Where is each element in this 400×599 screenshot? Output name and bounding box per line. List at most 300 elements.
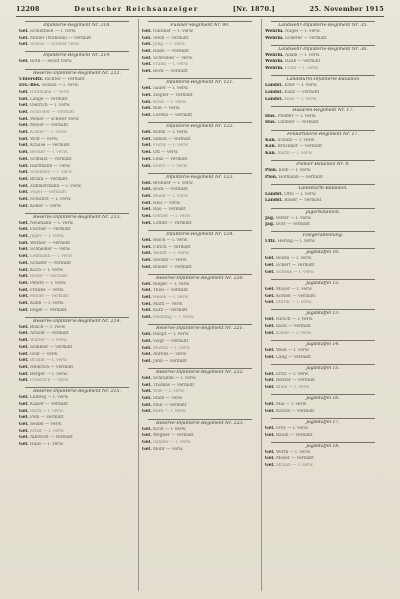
entry-text: Fuchs — l. verw. (152, 143, 189, 149)
section-heading: Pionier-Bataillon Nr. 9. (296, 161, 350, 167)
casualty-entry (142, 49, 258, 55)
casualty-entry (142, 187, 258, 193)
entry-text: Richter — vermißt (44, 76, 85, 82)
casualty-section (265, 394, 381, 415)
section-divider (271, 208, 375, 209)
casualty-entry (19, 36, 135, 42)
casualty-entry (19, 274, 135, 280)
casualty-entry (19, 90, 135, 96)
entry-rank: Gef. (265, 449, 275, 455)
entry-text: Wendt — l. verw. (152, 251, 190, 257)
entry-rank: Gef. (265, 317, 275, 323)
entry-text: Otto — l. verw. (284, 191, 317, 197)
casualty-entry (19, 429, 135, 435)
section-heading: Reserve-Infanterie-Regiment Nr. 222. (156, 370, 244, 376)
entry-text: Ebert — l. verw. (152, 163, 188, 169)
entry-text: Jahn — vermißt (152, 358, 187, 364)
casualty-entry (265, 83, 381, 89)
section-heading: Jagdstaffel 17. (306, 419, 340, 425)
entry-rank: Wehrm. (265, 59, 284, 65)
entry-rank: Gef. (19, 35, 29, 41)
entry-text: Nagel — l. verw. (285, 29, 321, 34)
casualty-entry (142, 221, 258, 227)
section-heading: Jägerbataillon. (305, 209, 341, 215)
entry-text: Wirth — l. verw. (275, 449, 311, 455)
section-divider (148, 368, 252, 369)
casualty-entry (265, 138, 381, 144)
casualty-entry (142, 383, 258, 389)
casualty-entry (19, 308, 135, 314)
section-heading: Feldartillerie-Regiment Nr. 17. (287, 131, 359, 137)
entry-rank: Gef. (19, 183, 29, 189)
entry-text: Paul — vermißt (152, 402, 187, 408)
entry-rank: Gef. (19, 287, 29, 293)
entry-rank: Gef. (142, 308, 152, 314)
entry-rank: Gef. (142, 409, 152, 415)
entry-text: Jäger — l. verw. (29, 234, 65, 240)
entry-text: Moser — vermißt (275, 456, 314, 462)
entry-text: Schenk — l. verw. (275, 269, 315, 275)
page-number: 12208 (16, 5, 40, 13)
casualty-section (265, 75, 381, 102)
casualty-entry (265, 198, 381, 204)
casualty-entry (265, 59, 381, 65)
casualty-entry (19, 247, 135, 253)
entry-rank: Gef. (19, 364, 29, 370)
casualty-section (265, 340, 381, 361)
entry-text: Krause — vermißt (29, 143, 70, 149)
entry-text: Bader — vermißt (284, 198, 322, 204)
entry-rank: Gef. (19, 190, 29, 196)
entry-text: Kühn — l. verw. (29, 300, 65, 306)
casualty-entry (265, 372, 381, 378)
entry-rank: Gef. (142, 338, 152, 344)
entry-rank: Jäg. (265, 215, 275, 221)
entry-rank: Gef. (19, 442, 29, 448)
entry-rank: Gef. (19, 402, 29, 408)
newspaper-title: Deutscher Reichsanzeiger (74, 5, 199, 13)
entry-rank: Gef. (142, 264, 152, 270)
entry-text: Voigt — vermißt (152, 338, 189, 344)
entry-rank: Landst. (265, 83, 283, 89)
entry-rank: Gef. (19, 274, 29, 280)
entry-text: Eckert — vermißt (275, 263, 315, 269)
entry-text: Rosen — l. verw. (275, 256, 313, 262)
casualty-entry (142, 288, 258, 294)
casualty-entry (265, 378, 381, 384)
casualty-entry (142, 150, 258, 156)
entry-rank: Gef. (265, 300, 275, 306)
casualty-entry (265, 175, 381, 181)
section-divider (148, 419, 252, 420)
entry-text: Schramm — l. verw. (152, 376, 197, 382)
section-heading: Jagdstaffel 16. (306, 396, 340, 402)
casualty-entry (265, 66, 381, 72)
entry-text: Kraft — l. verw. (152, 99, 187, 105)
casualty-entry (142, 440, 258, 446)
entry-rank: Gef. (142, 62, 152, 68)
casualty-entry (19, 77, 135, 83)
entry-text: Neumann — l. verw. (29, 220, 74, 226)
entry-text: Adam — l. verw. (285, 52, 321, 58)
section-heading: Fliegerabteilung. (302, 233, 344, 239)
entry-rank: Gef. (142, 42, 152, 48)
casualty-section (265, 106, 381, 127)
entry-text: Sauer — l. verw. (152, 86, 189, 92)
entry-text: Kaiser — vermißt (29, 402, 69, 408)
section-divider (25, 317, 129, 318)
section-divider (271, 364, 375, 365)
entry-text: Köhler — l. verw. (29, 130, 68, 136)
entry-text: Schwarz — l. verw. (29, 196, 72, 202)
entry-rank: Gef. (19, 59, 29, 65)
casualty-entry (19, 365, 135, 371)
casualty-entry (265, 456, 381, 462)
casualty-entry (265, 120, 381, 126)
casualty-entry (19, 123, 135, 129)
section-heading: Reserve-Infanterie-Regiment Nr. 223. (156, 420, 244, 426)
entry-rank: Hus. (265, 113, 277, 119)
section-divider (271, 442, 375, 443)
casualty-entry (265, 90, 381, 96)
entry-text: Ernst — l. verw. (29, 428, 65, 434)
entry-rank: Gef. (19, 344, 29, 350)
section-divider (25, 387, 129, 388)
casualty-entry (265, 144, 381, 150)
casualty-entry (142, 238, 258, 244)
entry-text: Reuter — vermißt (275, 378, 315, 384)
casualty-entry (142, 201, 258, 207)
entry-rank: Gef. (142, 130, 152, 136)
casualty-entry (19, 338, 135, 344)
entry-text: Pohl — vermißt (29, 415, 64, 421)
entry-rank: Gef. (142, 99, 152, 105)
entry-rank: Gef. (19, 42, 29, 48)
casualty-entry (142, 427, 258, 433)
section-heading: Infanterie-Regiment Nr. 218. (43, 23, 111, 28)
entry-text: Funk — l. verw. (285, 66, 319, 72)
entry-rank: Gef. (265, 425, 275, 431)
entry-text: Decker — verw. (152, 257, 188, 263)
casualty-section (265, 45, 381, 72)
entry-rank: Gef. (265, 324, 275, 330)
entry-rank: Wehrm. (265, 66, 284, 72)
casualty-entry (265, 287, 381, 293)
entry-text: Fischer — vermißt (29, 227, 71, 233)
casualty-section (265, 248, 381, 275)
entry-text: Thiel — vermißt (152, 288, 189, 294)
entry-rank: Gef. (142, 376, 152, 382)
casualty-entry (142, 282, 258, 288)
casualty-entry (142, 194, 258, 200)
entry-text: Stein — vermißt (152, 35, 189, 41)
entry-rank: Gef. (19, 428, 29, 434)
entry-text: Henning — l. verw. (152, 315, 195, 321)
casualty-entry (142, 86, 258, 92)
entry-rank: Gef. (142, 35, 152, 41)
entry-rank: Gef. (142, 426, 152, 432)
entry-text: Bock — vermißt (152, 187, 188, 193)
casualty-entry (19, 184, 135, 190)
entry-rank: Gef. (19, 422, 29, 428)
casualty-entry (265, 331, 381, 337)
entry-text: Meyer — vermißt (29, 123, 69, 129)
casualty-entry (19, 197, 135, 203)
casualty-entry (265, 168, 381, 174)
section-divider (148, 274, 252, 275)
casualty-section (265, 442, 381, 469)
entry-text: Reich — l. verw. (152, 237, 189, 243)
entry-rank: Gef. (265, 408, 275, 414)
entry-text: Stahl — verw. (152, 396, 183, 402)
casualty-entry (142, 302, 258, 308)
entry-text: Ott — verw. (152, 150, 179, 156)
entry-rank: Gef. (142, 136, 152, 142)
entry-rank: Gef. (142, 433, 152, 439)
casualty-entry (19, 234, 135, 240)
casualty-section (142, 230, 258, 271)
section-heading: Husaren-Regiment Nr. 17. (292, 107, 354, 113)
casualty-entry (19, 358, 135, 364)
entry-text: Peters — l. verw. (29, 280, 67, 286)
entry-rank: Gef. (142, 112, 152, 118)
entry-text: Jung — l. verw. (152, 42, 186, 48)
section-heading: Reserve-Infanterie-Regiment Nr. 213. (33, 214, 121, 220)
entry-rank: Gef. (142, 29, 152, 34)
entry-rank: Gef. (142, 352, 152, 358)
entry-rank: Landst. (265, 96, 283, 102)
casualty-entry (265, 426, 381, 432)
entry-text: Weiß — l. verw. (275, 347, 310, 353)
section-divider (271, 340, 375, 341)
issue-date: 25. November 1915 (309, 5, 384, 13)
entry-text: Böhm — l. verw. (152, 130, 189, 136)
entry-rank: Gef. (19, 358, 29, 364)
casualty-entry (142, 315, 258, 321)
entry-text: Baum — vermißt (275, 432, 313, 438)
casualty-entry (19, 130, 135, 136)
entry-rank: Gef. (19, 395, 29, 401)
entry-text: Heil — verw. (152, 200, 181, 206)
casualty-entry (142, 265, 258, 271)
casualty-section (142, 122, 258, 170)
section-heading: Reserve-Infanterie-Regiment Nr. 221. (156, 326, 244, 332)
entry-text: Ziegler — vermißt (152, 92, 193, 98)
entry-text: Scherer — vermißt (285, 35, 327, 41)
entry-text: Rau — vermißt (152, 207, 186, 213)
section-divider (271, 21, 375, 22)
entry-text: Haas — l. verw. (29, 442, 64, 448)
entry-rank: Gef. (142, 55, 152, 61)
section-divider (271, 231, 375, 232)
entry-rank: Gef. (19, 203, 29, 209)
casualty-entry (142, 352, 258, 358)
casualty-entry (142, 295, 258, 301)
casualty-entry (142, 346, 258, 352)
entry-text: Schultheiß — l. verw. (29, 29, 77, 34)
entry-text: Sturm — l. verw. (275, 300, 313, 306)
casualty-entry (142, 396, 258, 402)
casualty-entry (19, 59, 135, 65)
entry-text: Lenz — vermißt (152, 156, 188, 162)
casualty-entry (142, 258, 258, 264)
entry-rank: Gef. (142, 396, 152, 402)
entry-rank: Gef. (142, 301, 152, 307)
casualty-entry (142, 130, 258, 136)
entry-rank: Gef. (19, 371, 29, 377)
entry-text: Koch — l. verw. (29, 267, 64, 273)
section-divider (25, 51, 129, 52)
entry-text: Bühler — vermißt (152, 264, 192, 270)
casualty-section (19, 213, 135, 314)
entry-text: Seidel — verw. (29, 422, 63, 428)
entry-rank: Pion. (265, 174, 278, 180)
entry-text: Schreiber — verw. (152, 55, 194, 61)
entry-rank: Gef. (19, 280, 29, 286)
entry-rank: Gef. (142, 86, 152, 92)
casualty-entry (19, 83, 135, 89)
entry-rank: Gef. (265, 402, 275, 408)
entry-text: Pfeiffer — l. verw. (277, 113, 317, 119)
casualty-entry (265, 270, 381, 276)
casualty-entry (19, 345, 135, 351)
entry-rank: Gef. (19, 170, 29, 176)
entry-rank: Gef. (19, 103, 29, 109)
casualty-entry (265, 151, 381, 157)
section-heading: Infanterie-Regiment Nr. 219. (43, 53, 111, 59)
entry-text: Winter — l. verw. (29, 338, 68, 344)
entry-text: Kurz — vermißt (152, 308, 188, 314)
casualty-entry (142, 447, 258, 453)
entry-text: Barth — l. verw. (277, 150, 313, 156)
casualty-entry (265, 324, 381, 330)
entry-rank: Gef. (19, 260, 29, 266)
entry-text: Engel — vermißt (29, 307, 67, 313)
section-divider (271, 130, 375, 131)
casualty-entry (142, 143, 258, 149)
casualty-entry (265, 239, 381, 245)
section-heading: Infanterie-Regiment Nr. 124. (166, 231, 234, 237)
entry-rank: Gef. (19, 150, 29, 156)
casualty-entry (19, 157, 135, 163)
section-divider (25, 213, 129, 214)
casualty-entry (142, 308, 258, 314)
entry-rank: Gef. (19, 435, 29, 441)
entry-text: Vogel — vermißt (29, 190, 67, 196)
casualty-entry (265, 222, 381, 228)
section-heading: Jagdstaffel 18. (306, 443, 340, 449)
casualty-entry (265, 450, 381, 456)
entry-rank: Gef. (19, 116, 29, 122)
entry-text: Eder — l. verw. (284, 83, 318, 89)
entry-text: Schmitz — vermißt (29, 156, 72, 162)
section-divider (25, 69, 129, 70)
casualty-section (142, 173, 258, 227)
casualty-section (142, 274, 258, 322)
casualty-section (19, 21, 135, 48)
entry-rank: Gef. (265, 293, 275, 299)
entry-text: Dörr — vermißt (275, 222, 310, 228)
entry-rank: Gef. (142, 187, 152, 193)
entry-rank: Gef. (142, 92, 152, 98)
entry-text: Schäfer — vermißt (29, 260, 71, 266)
entry-text: Berger — l. verw. (29, 371, 68, 377)
section-divider (148, 21, 252, 22)
entry-rank: Gef. (142, 207, 152, 213)
entry-text: Franke — verw. (29, 287, 65, 293)
entry-rank: Jäg. (265, 222, 275, 228)
casualty-entry (19, 117, 135, 123)
casualty-entry (19, 402, 135, 408)
entry-rank: Gef. (265, 432, 275, 438)
entry-rank: Gef. (19, 163, 29, 169)
section-heading: Infanterie-Regiment Nr. 122. (166, 124, 234, 130)
entry-text: Mohr — verw. (152, 446, 184, 452)
entry-rank: Gef. (19, 176, 29, 182)
casualty-entry (19, 372, 135, 378)
entry-text: Hoffmann — verw. (29, 89, 71, 95)
section-divider (148, 122, 252, 123)
entry-rank: Gef. (19, 331, 29, 337)
entry-rank: Landst. (265, 89, 283, 95)
section-divider (148, 78, 252, 79)
entry-text: Heinrich — vermißt (29, 364, 74, 370)
section-heading: Landwehr-Infanterie-Regiment Nr. 35. (278, 23, 368, 28)
entry-text: Müller (Wilhelm) — vermißt (29, 35, 92, 41)
entry-text: Wolf — verw. (29, 136, 59, 142)
entry-rank: Gef. (19, 156, 29, 162)
casualty-entry (19, 103, 135, 109)
casualty-section (265, 231, 381, 245)
casualty-entry (19, 164, 135, 170)
section-divider (271, 45, 375, 46)
entry-rank: Gef. (19, 227, 29, 233)
section-heading: Infanterie-Regiment Nr. 121. (166, 80, 234, 86)
entry-rank: Gef. (265, 286, 275, 292)
entry-text: Hesse — l. verw. (152, 295, 189, 301)
entry-text: Brenner — l. verw. (152, 180, 194, 186)
casualty-section (19, 51, 135, 65)
casualty-entry (142, 100, 258, 106)
entry-rank: Gef. (142, 156, 152, 162)
entry-text: Werner — vermißt (29, 240, 71, 246)
casualty-entry (142, 339, 258, 345)
entry-text: Fritz — l. verw. (275, 371, 310, 377)
casualty-entry (142, 181, 258, 187)
section-heading: Jagdstaffel 14. (306, 341, 340, 347)
section-divider (25, 21, 129, 22)
entry-text: Arnold — vermißt (29, 331, 69, 337)
casualty-entry (142, 42, 258, 48)
casualty-section (265, 309, 381, 336)
entry-text: Maier — l. verw. (152, 193, 189, 199)
casualty-section (19, 387, 135, 448)
entry-text: Kirsch — vermißt (275, 408, 315, 414)
casualty-section (142, 78, 258, 119)
entry-rank: Gef. (19, 234, 29, 240)
section-divider (271, 106, 375, 107)
entry-rank: Gef. (142, 180, 152, 186)
casualty-section (265, 184, 381, 205)
entry-text: Lang — vermißt (275, 354, 312, 360)
casualty-entry (19, 442, 135, 448)
section-heading: Jagdstaffel 13. (306, 311, 340, 317)
entry-text: Braun — vermißt (29, 176, 68, 182)
entry-rank: Gef. (19, 240, 29, 246)
entry-rank: Gef. (19, 247, 29, 253)
casualty-entry (19, 241, 135, 247)
section-divider (148, 324, 252, 325)
